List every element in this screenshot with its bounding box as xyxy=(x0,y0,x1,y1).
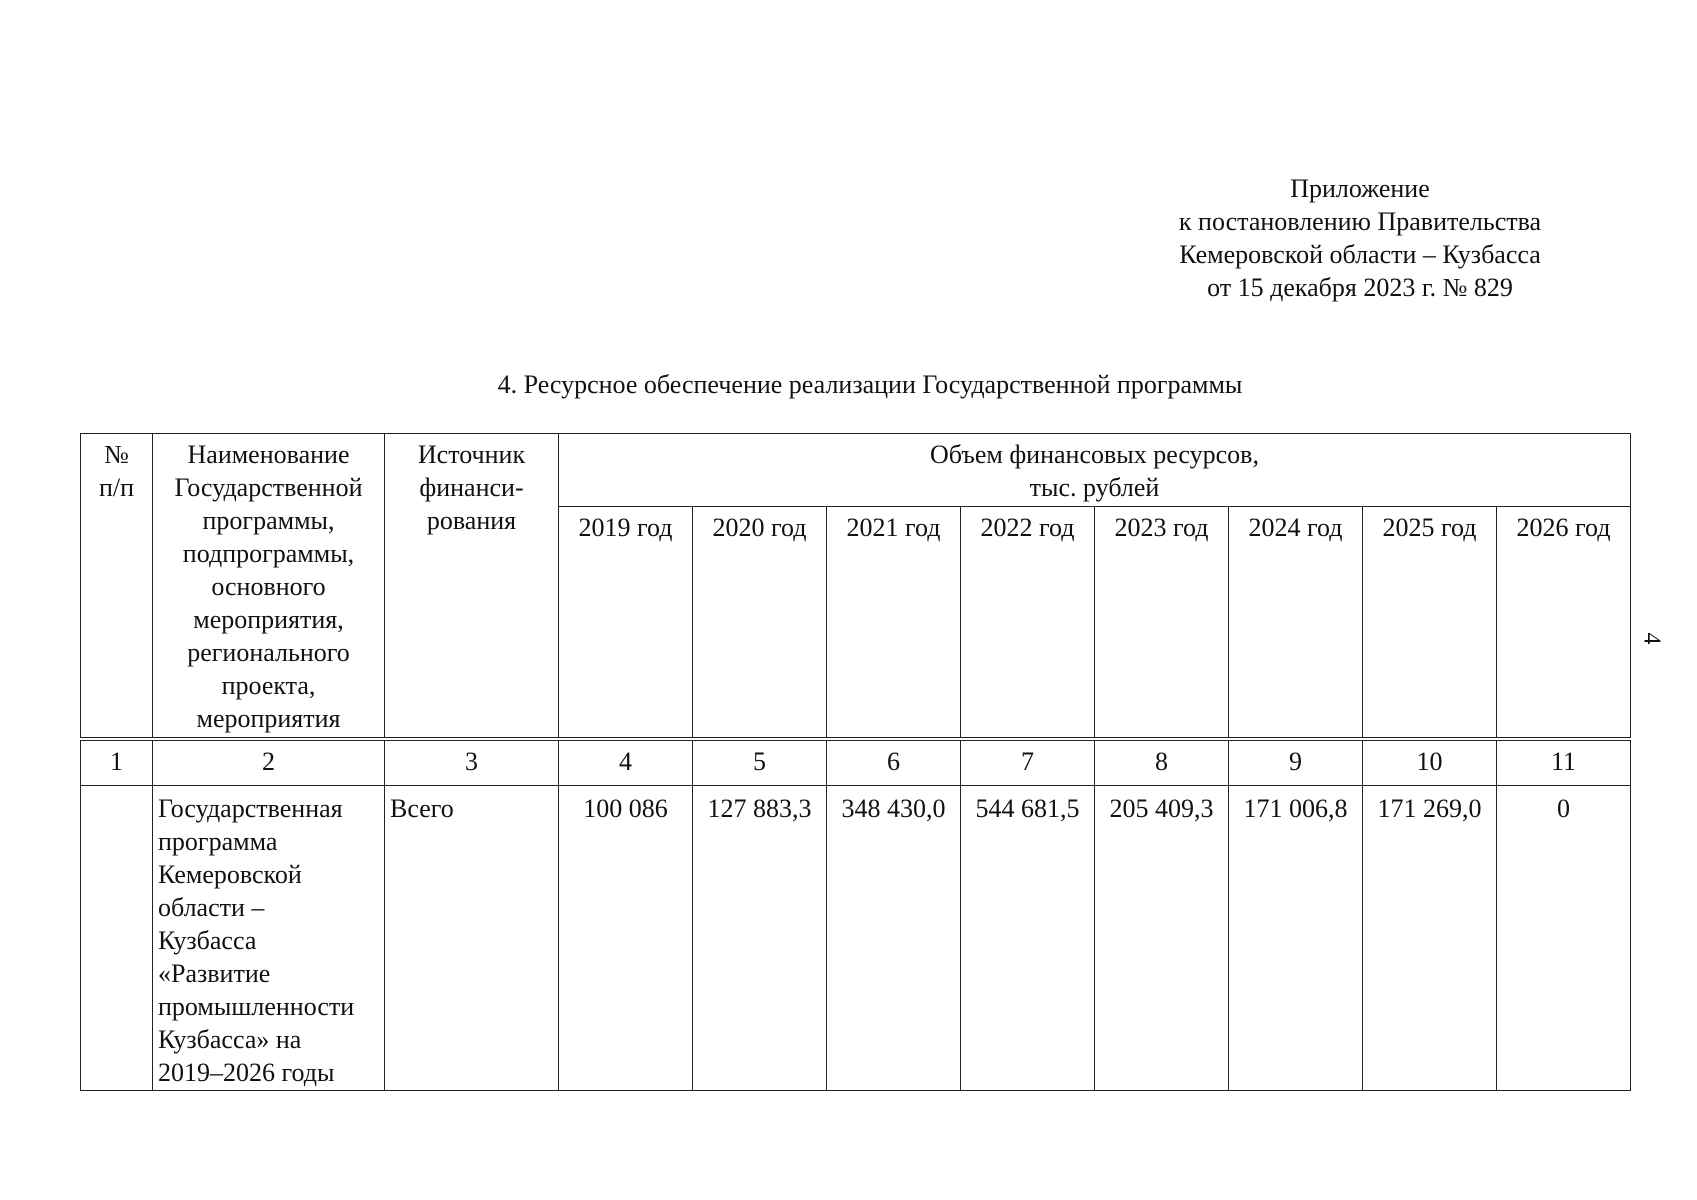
header-name-line: Наименование xyxy=(187,440,350,469)
column-numbers-row xyxy=(81,739,1631,786)
column-number: 2 xyxy=(153,739,385,786)
header-year: 2025 год xyxy=(1363,507,1497,740)
appendix-line: к постановлению Правительства xyxy=(1178,207,1542,236)
row-name-line: промышленности xyxy=(158,992,355,1021)
header-year: 2023 год xyxy=(1095,507,1229,740)
row-source: Всего xyxy=(385,786,559,1091)
row-value: 205 409,3 xyxy=(1095,786,1229,1091)
row-name-line: Кемеровской xyxy=(158,860,302,889)
header-num-line: № xyxy=(104,440,129,469)
header-volume xyxy=(559,434,1631,507)
header-source xyxy=(385,434,559,740)
row-name-line: Кузбасса xyxy=(158,926,257,955)
column-number: 6 xyxy=(827,739,961,786)
row-name-line: программа xyxy=(158,827,278,856)
table-header-row xyxy=(81,434,1631,507)
header-name-line: мероприятия xyxy=(196,704,341,733)
header-num-line: п/п xyxy=(98,473,135,502)
header-source-line: Источник xyxy=(417,440,526,469)
column-number: 4 xyxy=(559,739,693,786)
appendix-line: от 15 декабря 2023 г. № 829 xyxy=(1207,273,1513,302)
table-row xyxy=(81,786,1631,1091)
header-year: 2019 год xyxy=(559,507,693,740)
row-name-line: Государственная xyxy=(158,794,343,823)
appendix-line: Приложение xyxy=(1290,174,1430,203)
header-volume-line: тыс. рублей xyxy=(1029,473,1160,502)
column-number: 10 xyxy=(1363,739,1497,786)
header-year: 2024 год xyxy=(1229,507,1363,740)
row-name-line: «Развитие xyxy=(158,959,271,988)
header-num xyxy=(81,434,153,740)
row-name-line: 2019–2026 годы xyxy=(158,1058,335,1087)
column-number: 1 xyxy=(81,739,153,786)
resource-table xyxy=(80,433,1631,1091)
row-name-line: Кузбасса» на xyxy=(158,1025,302,1054)
header-name-line: подпрограммы, xyxy=(182,539,355,568)
section-title: 4. Ресурсное обеспечение реализации Государственной программы xyxy=(497,370,1243,399)
header-year: 2026 год xyxy=(1497,507,1631,740)
header-year: 2022 год xyxy=(961,507,1095,740)
header-name xyxy=(153,434,385,740)
header-name-line: основного xyxy=(211,572,326,601)
row-value: 348 430,0 xyxy=(827,786,961,1091)
column-number: 8 xyxy=(1095,739,1229,786)
header-name-line: мероприятия, xyxy=(193,605,344,634)
row-value: 100 086 xyxy=(559,786,693,1091)
header-name-line: Государственной xyxy=(174,473,363,502)
header-source-line: рования xyxy=(426,506,517,535)
row-value: 0 xyxy=(1497,786,1631,1091)
header-name-line: регионального xyxy=(187,638,350,667)
header-year: 2020 год xyxy=(693,507,827,740)
column-number: 5 xyxy=(693,739,827,786)
header-source-line: финанси- xyxy=(419,473,524,502)
appendix-line: Кемеровской области – Кузбасса xyxy=(1179,240,1541,269)
row-value: 544 681,5 xyxy=(961,786,1095,1091)
header-volume-line: Объем финансовых ресурсов, xyxy=(930,440,1259,469)
row-value: 171 006,8 xyxy=(1229,786,1363,1091)
row-value: 127 883,3 xyxy=(693,786,827,1091)
column-number: 11 xyxy=(1497,739,1631,786)
column-number: 7 xyxy=(961,739,1095,786)
row-num xyxy=(81,786,153,1091)
row-value: 171 269,0 xyxy=(1363,786,1497,1091)
header-name-line: программы, xyxy=(202,506,335,535)
row-name xyxy=(153,786,385,1091)
page-number: 4 xyxy=(1638,632,1665,645)
appendix-block xyxy=(1100,172,1620,304)
column-number: 3 xyxy=(385,739,559,786)
row-name-line: области – xyxy=(158,893,265,922)
header-year: 2021 год xyxy=(827,507,961,740)
column-number: 9 xyxy=(1229,739,1363,786)
header-name-line: проекта, xyxy=(221,671,316,700)
